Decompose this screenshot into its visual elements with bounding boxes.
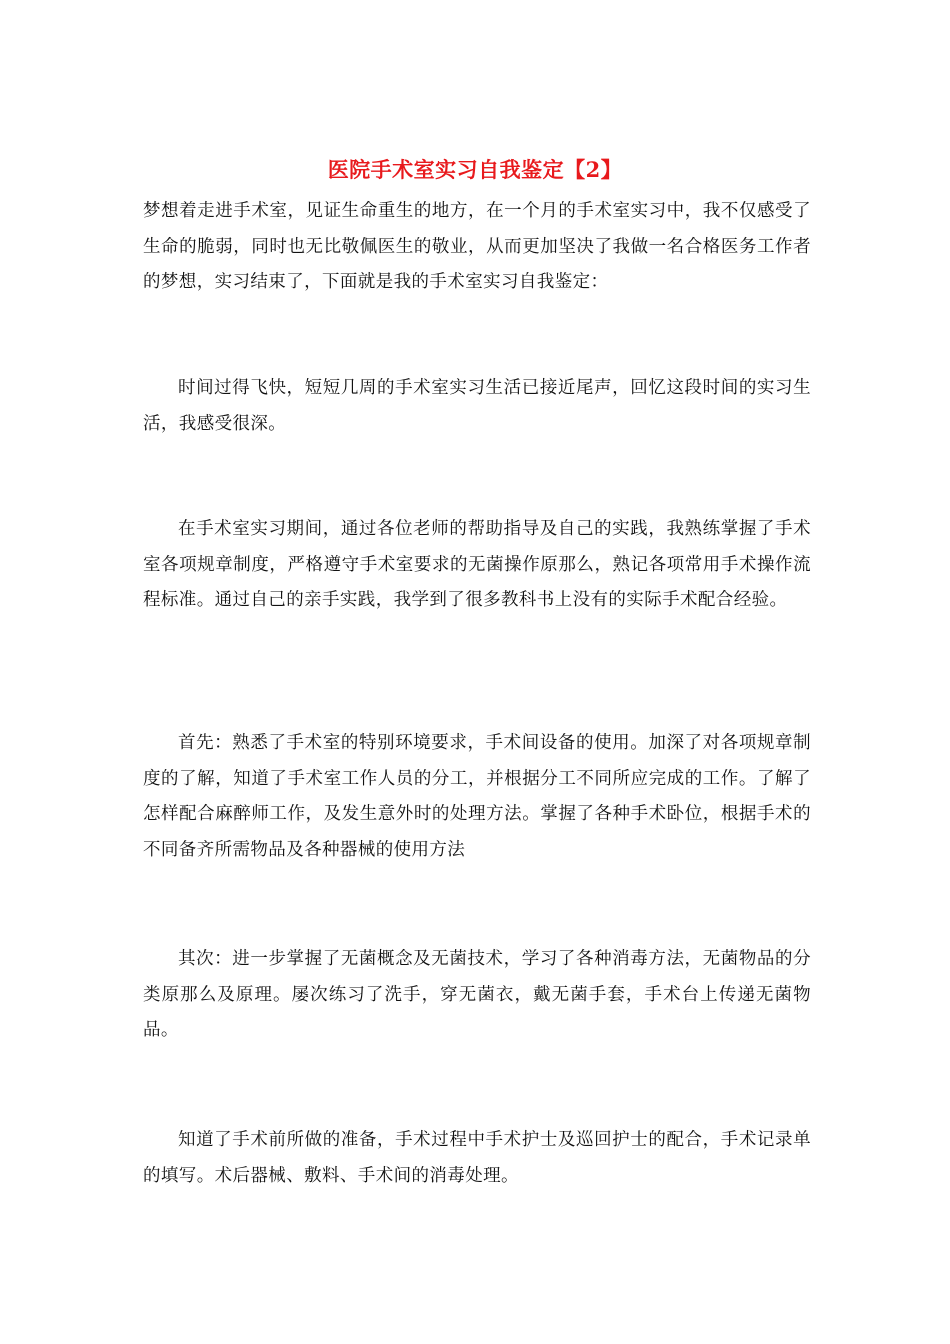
intro-paragraph: 梦想着走进手术室，见证生命重生的地方，在一个月的手术室实习中，我不仅感受了生命的脆弱，同时也无比敬佩医生的敬业，从而更加坚决了我做一名合格医务工作者的梦想，实习结束了，下面就是我的手术室实习自我鉴定： — [143, 201, 811, 292]
body-paragraph: 时间过得飞快，短短几周的手术室实习生活已接近尾声，回忆这段时间的实习生活，我感受很深。 — [143, 378, 811, 434]
body-paragraph: 在手术室实习期间，通过各位老师的帮助指导及自己的实践，我熟练掌握了手术室各项规章制度，严格遵守手术室要求的无菌操作原那么，熟记各项常用手术操作流程标准。通过自己的亲手实践，我学到了很多教科书上没有的实际手术配合经验。 — [143, 519, 811, 610]
body-paragraph: 其次：进一步掌握了无菌概念及无菌技术，学习了各种消毒方法，无菌物品的分类原那么及原理。屡次练习了洗手，穿无菌衣，戴无菌手套，手术台上传递无菌物品。 — [143, 949, 811, 1040]
document-title: 医院手术室实习自我鉴定【2】 — [327, 157, 623, 182]
body-paragraph: 首先：熟悉了手术室的特别环境要求，手术间设备的使用。加深了对各项规章制度的了解，知道了手术室工作人员的分工，并根据分工不同所应完成的工作。了解了怎样配合麻醉师工作，及发生意外时的处理方法。掌握了各种手术卧位，根据手术的不同备齐所需物品及各种器械的使用方法 — [143, 733, 811, 860]
body-paragraph: 知道了手术前所做的准备，手术过程中手术护士及巡回护士的配合，手术记录单的填写。术后器械、敷料、手术间的消毒处理。 — [143, 1130, 811, 1186]
